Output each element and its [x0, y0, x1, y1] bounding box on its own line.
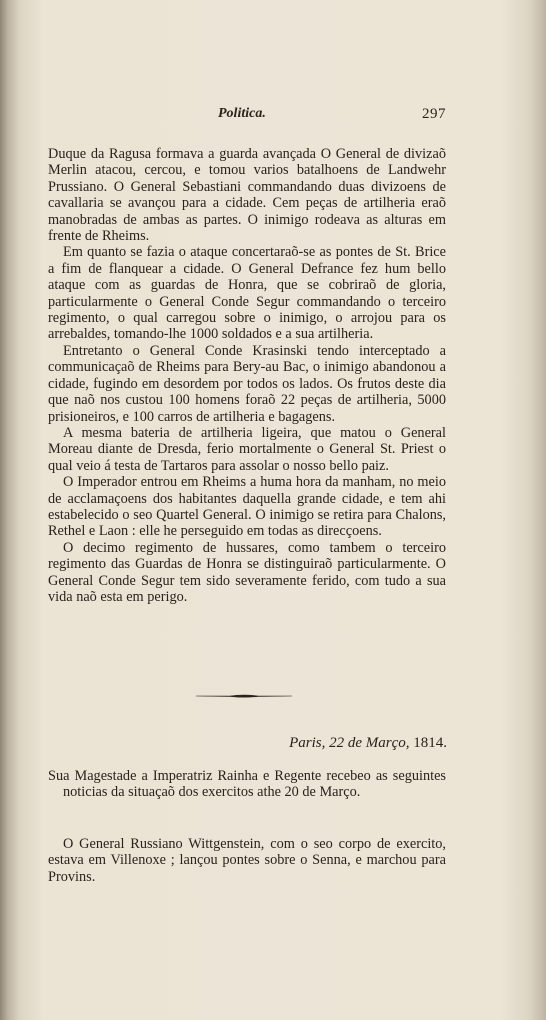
dateline-date: 22 de Março, [329, 735, 410, 751]
announcement-text [48, 768, 446, 801]
paragraph: Sua Magestade a Imperatriz Rainha e Regente recebeo as seguintes noticias da situaçaõ dos exercitos athe 20 de Março. [48, 768, 446, 801]
page-number: 297 [422, 106, 446, 122]
running-head-title: Politica. [218, 106, 266, 121]
ornamental-rule [196, 694, 292, 698]
body-text [48, 146, 446, 605]
dateline-year: 1814. [413, 735, 447, 751]
paragraph: Duque da Ragusa formava a guarda avançada O General de divizaõ Merlin atacou, cercou, e tomou varios batalhoens de Landwehr Prussiano. O General Sebastiani commandando duas divizoens de cavallaria se avançou para a cidade. Cem peças de artilheria eraõ manobradas de ambas as partes. O inimigo rodeava as alturas em frente de Rheims. [48, 146, 446, 245]
paragraph: O General Russiano Wittgenstein, com o seo corpo de exercito, estava em Villenoxe ; lançou pontes sobre o Senna, e marchou para Provins. [48, 836, 446, 885]
final-text [48, 836, 446, 885]
dateline [242, 735, 447, 752]
paragraph: O Imperador entrou em Rheims a huma hora da manham, no meio de acclamaçoens dos habitantes daquella grande cidade, e tem ahi estabelecido o seo Quartel General. O inimigo se retira para Chalons, Rethel e Laon : elle he perseguido em todas as direcçoens. [48, 474, 446, 540]
dateline-city: Paris, [289, 735, 326, 751]
paragraph: O decimo regimento de hussares, como tambem o terceiro regimento das Guardas de Honra se distinguiraõ particularmente. O General Conde Segur tem sido severamente ferido, com tudo a sua vida naõ esta em perigo. [48, 539, 446, 605]
running-head [48, 106, 446, 126]
paragraph: Em quanto se fazia o ataque concertaraõ-se as pontes de St. Brice a fim de flanquear a cidade. O General Defrance fez hum bello ataque com as guardas de Honra, que se cobriraõ de gloria, particularmente o General Conde Segur commandando o terceiro regimento, o qual carregou sobre o inimigo, o arrojou para os arrebaldes, tomando-lhe 1000 soldados e a sua artilheria. [48, 244, 446, 343]
paragraph: Entretanto o General Conde Krasinski tendo interceptado a communicaçaõ de Rheims para Bery-au Bac, o inimigo abandonou a cidade, fugindo em desordem por todos os lados. Os frutos deste dia que naõ nos custou 100 homens foraõ 22 peças de artilheria, 5000 prisioneiros, e 100 carros de artilheria e bagagens. [48, 342, 446, 425]
paragraph: A mesma bateria de artilheria ligeira, que matou o General Moreau diante de Dresda, ferio mortalmente o General St. Priest o qual veio á testa de Tartaros para assolar o nosso bello paiz. [48, 424, 446, 474]
